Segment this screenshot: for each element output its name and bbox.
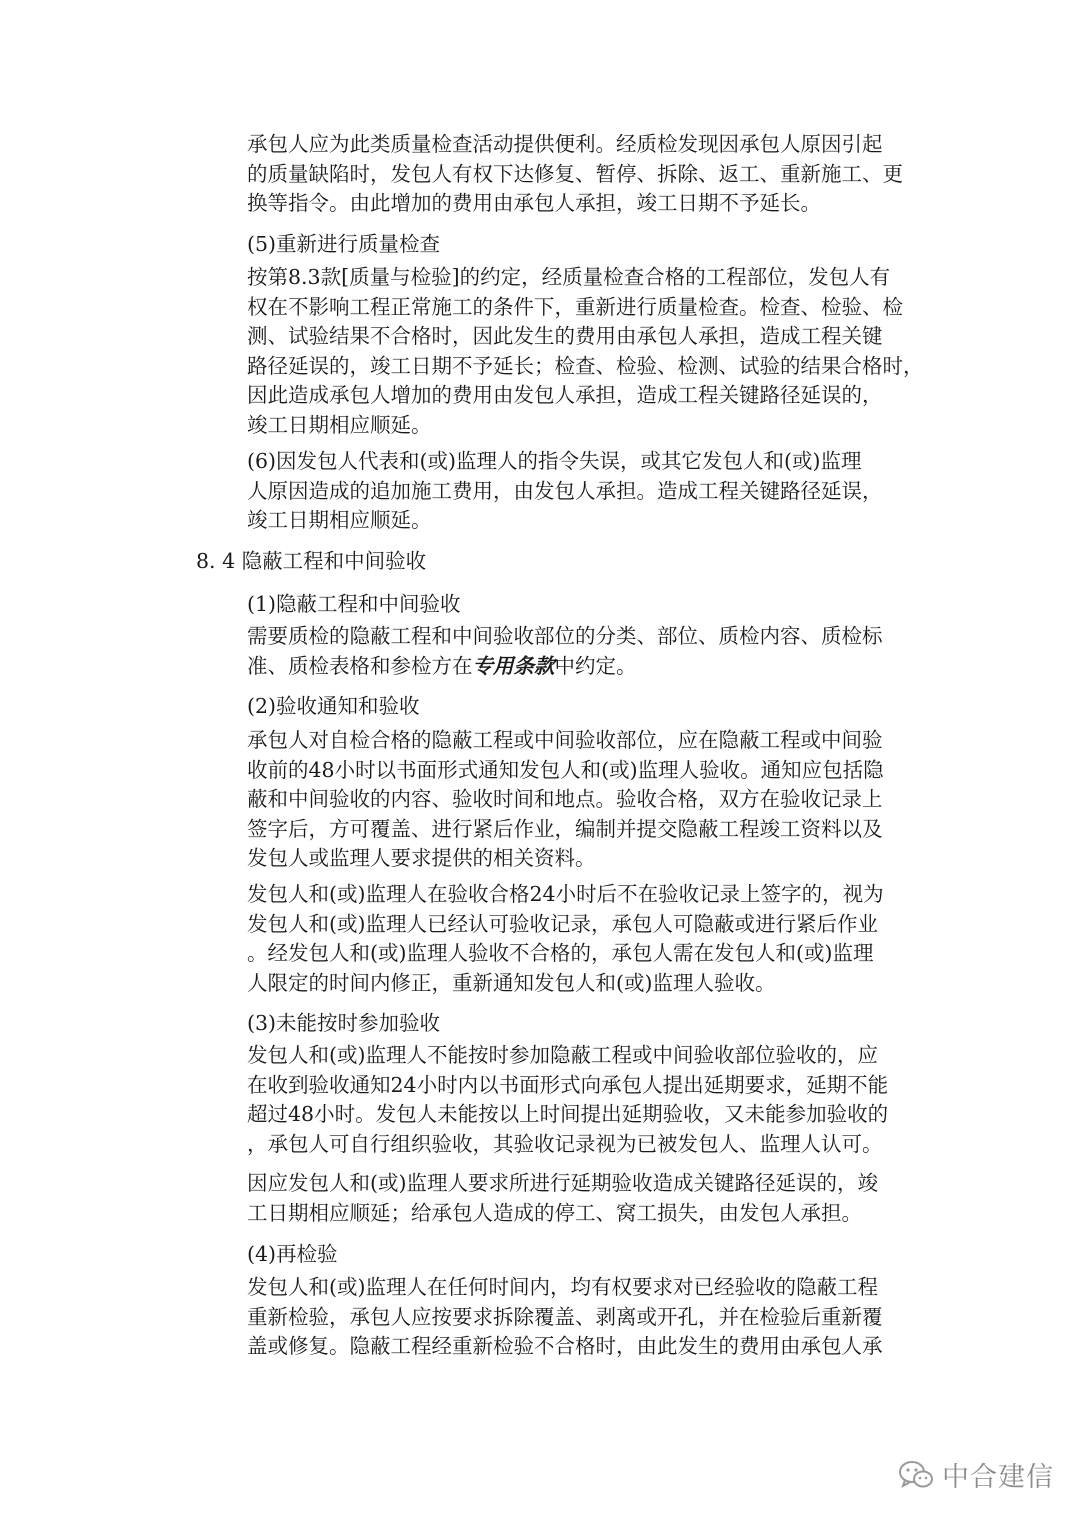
watermark-text: 中合建信 — [942, 1462, 1054, 1493]
text-line: 承包人应为此类质量检查活动提供便利。经质检发现因承包人原因引起 — [247, 132, 883, 156]
special-terms-emphasis: 专用条款 — [472, 653, 555, 678]
text-line: 签字后，方可覆盖、进行紧后作业，编制并提交隐蔽工程竣工资料以及 — [247, 816, 883, 841]
text-line: 按第8.3款[质量与检验]的约定，经质量检查合格的工程部位，发包人有 — [247, 265, 891, 289]
heading-acceptance-notice: (2)验收通知和验收 — [247, 694, 420, 718]
heading-hidden-works: (1)隐蔽工程和中间验收 — [247, 592, 461, 616]
text-line: 收前的48小时以书面形式通知发包人和(或)监理人验收。通知应包括隐 — [247, 757, 884, 782]
text-line: 换等指令。由此增加的费用由承包人承担，竣工日期不予延长。 — [247, 191, 821, 215]
text-line: 蔽和中间验收的内容、验收时间和地点。验收合格，双方在验收记录上 — [247, 787, 883, 811]
section-heading-8-4: 8. 4 隐蔽工程和中间验收 — [196, 549, 427, 573]
heading-reinspection: (4)再检验 — [247, 1242, 338, 1266]
text-line: 竣工日期相应顺延。 — [247, 508, 432, 532]
paragraph-instruction-error — [247, 447, 927, 536]
text-line — [247, 652, 927, 682]
paragraph-hidden-works — [247, 622, 927, 681]
text-line: 发包人或监理人要求提供的相关资料。 — [247, 846, 596, 870]
paragraph-signature-deadline — [247, 880, 927, 998]
text-line: 人限定的时间内修正，重新通知发包人和(或)监理人验收。 — [247, 970, 776, 995]
text-line: 承包人对自检合格的隐蔽工程或中间验收部位，应在隐蔽工程或中间验 — [247, 728, 883, 752]
paragraph-reinspection — [247, 1273, 927, 1362]
heading-absent-acceptance: (3)未能按时参加验收 — [247, 1011, 441, 1035]
watermark — [898, 1455, 1054, 1494]
text-line: 发包人和(或)监理人已经认可验收记录，承包人可隐蔽或进行紧后作业 — [247, 911, 878, 936]
text-line: 因此造成承包人增加的费用由发包人承担，造成工程关键路径延误的， — [247, 383, 883, 407]
text-line: 超过48小时。发包人未能按以上时间提出延期验收，又未能参加验收的 — [247, 1102, 889, 1126]
text-line: 因应发包人和(或)监理人要求所进行延期验收造成关键路径延误的，竣 — [247, 1171, 878, 1195]
text-line: 。经发包人和(或)监理人验收不合格的，承包人需在发包人和(或)监理 — [247, 941, 874, 965]
text-line: 权在不影响工程正常施工的条件下，重新进行质量检查。检查、检验、检 — [247, 294, 903, 319]
text-line: ，承包人可自行组织验收，其验收记录视为已被发包人、监理人认可。 — [247, 1131, 883, 1156]
paragraph-absent-acceptance — [247, 1041, 927, 1159]
text-line: (6)因发包人代表和(或)监理人的指令失误，或其它发包人和(或)监理 — [247, 449, 862, 473]
text-line: 盖或修复。隐蔽工程经重新检验不合格时，由此发生的费用由承包人承 — [247, 1334, 883, 1358]
text-line: 发包人和(或)监理人在任何时间内，均有权要求对已经验收的隐蔽工程 — [247, 1275, 878, 1299]
heading-recheck-quality: (5)重新进行质量检查 — [247, 232, 441, 256]
text-span: 中约定。 — [554, 653, 637, 678]
text-line: 工日期相应顺延；给承包人造成的停工、窝工损失，由发包人承担。 — [247, 1200, 862, 1225]
paragraph-quality-check-facilitation — [247, 130, 927, 219]
text-line: 发包人和(或)监理人不能按时参加隐蔽工程或中间验收部位验收的，应 — [247, 1043, 878, 1067]
wechat-icon — [898, 1459, 934, 1491]
text-line: 在收到验收通知24小时内以书面形式向承包人提出延期要求，延期不能 — [247, 1072, 889, 1097]
paragraph-deferred-acceptance — [247, 1169, 927, 1228]
text-line: 的质量缺陷时，发包人有权下达修复、暂停、拆除、返工、重新施工、更 — [247, 161, 903, 186]
text-line: 竣工日期相应顺延。 — [247, 412, 432, 437]
paragraph-recheck-quality — [247, 263, 927, 440]
text-line: 需要质检的隐蔽工程和中间验收部位的分类、部位、质检内容、质检标 — [247, 624, 883, 648]
text-span: 准、质检表格和参检方在 — [247, 653, 473, 678]
text-line: 人原因造成的追加施工费用，由发包人承担。造成工程关键路径延误， — [247, 478, 883, 503]
text-line: 重新检验，承包人应按要求拆除覆盖、剥离或开孔，并在检验后重新覆 — [247, 1304, 883, 1329]
text-line: 测、试验结果不合格时，因此发生的费用由承包人承担，造成工程关键 — [247, 324, 883, 348]
paragraph-acceptance-notice — [247, 726, 927, 874]
text-line: 发包人和(或)监理人在验收合格24小时后不在验收记录上签字的，视为 — [247, 882, 884, 906]
text-line: 路径延误的，竣工日期不予延长；检查、检验、检测、试验的结果合格时， — [247, 353, 924, 378]
